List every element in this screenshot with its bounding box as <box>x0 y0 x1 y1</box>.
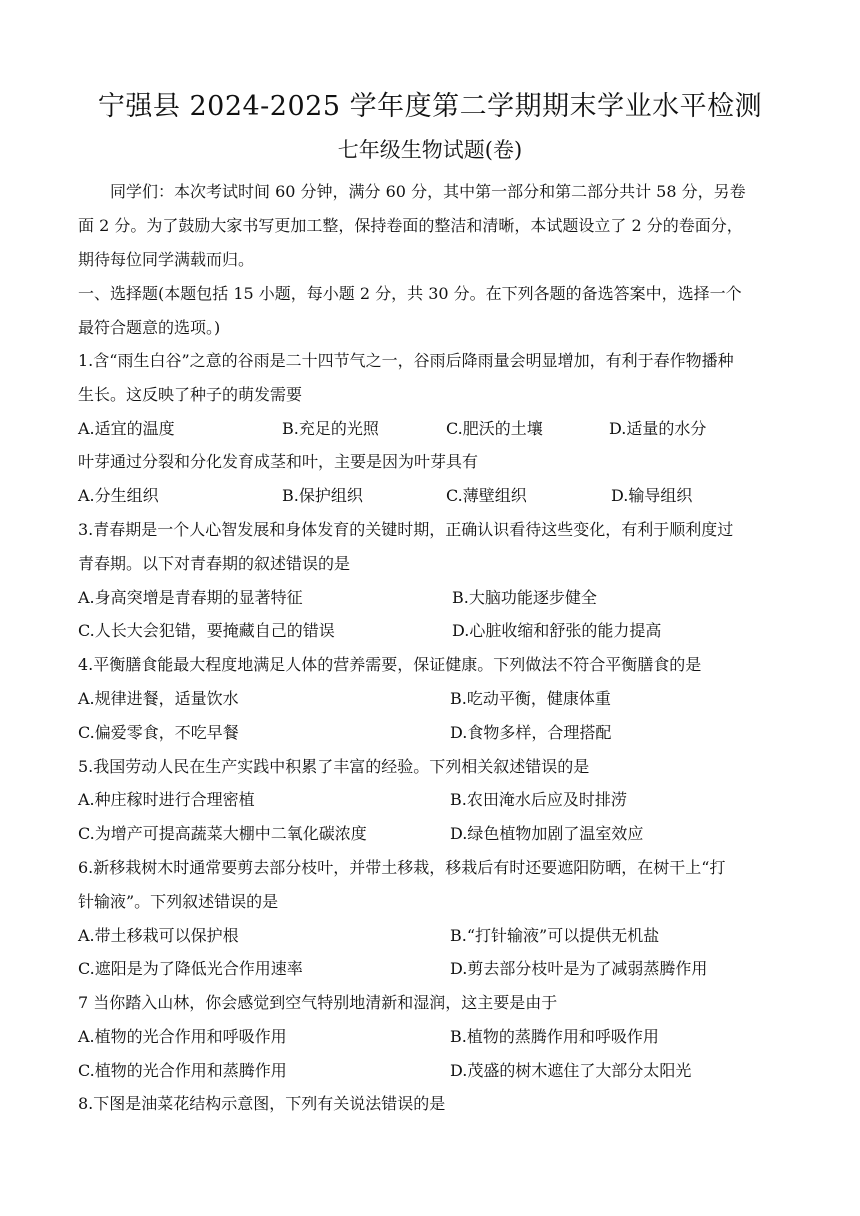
option-d: D.心脏收缩和舒张的能力提高 <box>452 621 662 640</box>
option-a: A.适宜的温度 <box>78 419 175 438</box>
question-stem: 8.下图是油菜花结构示意图，下列有关说法错误的是 <box>78 1094 446 1113</box>
section-heading: 最符合题意的选项。) <box>78 318 221 337</box>
intro-line: 面 2 分。为了鼓励大家书写更加工整，保持卷面的整洁和清晰，本试题设立了 2 分的卷面分， <box>78 216 743 235</box>
option-d: D.输导组织 <box>611 486 693 505</box>
option-d: D.适量的水分 <box>609 419 707 438</box>
option-c: C.偏爱零食，不吃早餐 <box>78 723 239 742</box>
question-stem: 叶芽通过分裂和分化发育成茎和叶，主要是因为叶芽具有 <box>78 452 479 471</box>
question-stem: 4.平衡膳食能最大程度地满足人体的营养需要，保证健康。下列做法不符合平衡膳食的是 <box>78 655 702 674</box>
exam-title: 宁强县 2024-2025 学年度第二学期期末学业水平检测 <box>97 91 763 122</box>
option-a: A.带土移栽可以保护根 <box>78 926 239 945</box>
question-stem: 7 当你踏入山林，你会感觉到空气特别地清新和湿润，这主要是由于 <box>78 993 558 1012</box>
option-c: C.植物的光合作用和蒸腾作用 <box>78 1061 287 1080</box>
option-b: B.吃动平衡，健康体重 <box>450 689 611 708</box>
option-c: C.薄壁组织 <box>446 486 527 505</box>
option-a: A.分生组织 <box>78 486 159 505</box>
exam-subtitle: 七年级生物试题(卷) <box>337 138 523 162</box>
option-d: D.食物多样，合理搭配 <box>450 723 612 742</box>
section-heading: 一、选择题(本题包括 15 小题，每小题 2 分，共 30 分。在下列各题的备选答案中，选择一个 <box>78 284 742 303</box>
option-c: C.肥沃的土壤 <box>446 419 543 438</box>
option-b: B.保护组织 <box>282 486 363 505</box>
intro-line: 同学们：本次考试时间 60 分钟，满分 60 分，其中第一部分和第二部分共计 58 分，另卷 <box>110 182 746 201</box>
option-b: B.植物的蒸腾作用和呼吸作用 <box>450 1027 659 1046</box>
question-stem: 6.新移栽树木时通常要剪去部分枝叶，并带土移栽，移栽后有时还要遮阳防晒，在树干上“打 <box>78 858 726 877</box>
option-c: C.遮阳是为了降低光合作用速率 <box>78 959 303 978</box>
option-d: D.绿色植物加剧了温室效应 <box>450 824 644 843</box>
option-b: B.充足的光照 <box>282 419 379 438</box>
option-b: B.“打针输液”可以提供无机盐 <box>450 926 660 945</box>
option-c: C.人长大会犯错，要掩藏自己的错误 <box>78 621 335 640</box>
option-d: D.剪去部分枝叶是为了减弱蒸腾作用 <box>450 959 708 978</box>
option-a: A.规律进餐，适量饮水 <box>78 689 239 708</box>
option-a: A.种庄稼时进行合理密植 <box>78 790 255 809</box>
option-d: D.茂盛的树木遮住了大部分太阳光 <box>450 1061 692 1080</box>
intro-line: 期待每位同学满载而归。 <box>78 250 255 269</box>
option-a: A.植物的光合作用和呼吸作用 <box>78 1027 287 1046</box>
option-c: C.为增产可提高蔬菜大棚中二氧化碳浓度 <box>78 824 367 843</box>
question-stem: 1.含“雨生白谷”之意的谷雨是二十四节气之一，谷雨后降雨量会明显增加，有利于春作物播种 <box>78 351 734 370</box>
option-b: B.农田淹水后应及时排涝 <box>450 790 627 809</box>
question-stem: 5.我国劳动人民在生产实践中积累了丰富的经验。下列相关叙述错误的是 <box>78 757 590 776</box>
question-stem: 生长。这反映了种子的萌发需要 <box>78 385 303 404</box>
question-stem: 针输液”。下列叙述错误的是 <box>78 892 279 911</box>
option-a: A.身高突增是青春期的显著特征 <box>78 588 303 607</box>
question-stem: 3.青春期是一个人心智发展和身体发育的关键时期，正确认识看待这些变化，有利于顺利度过 <box>78 520 734 539</box>
question-stem: 青春期。以下对青春期的叙述错误的是 <box>78 554 351 573</box>
option-b: B.大脑功能逐步健全 <box>452 588 597 607</box>
